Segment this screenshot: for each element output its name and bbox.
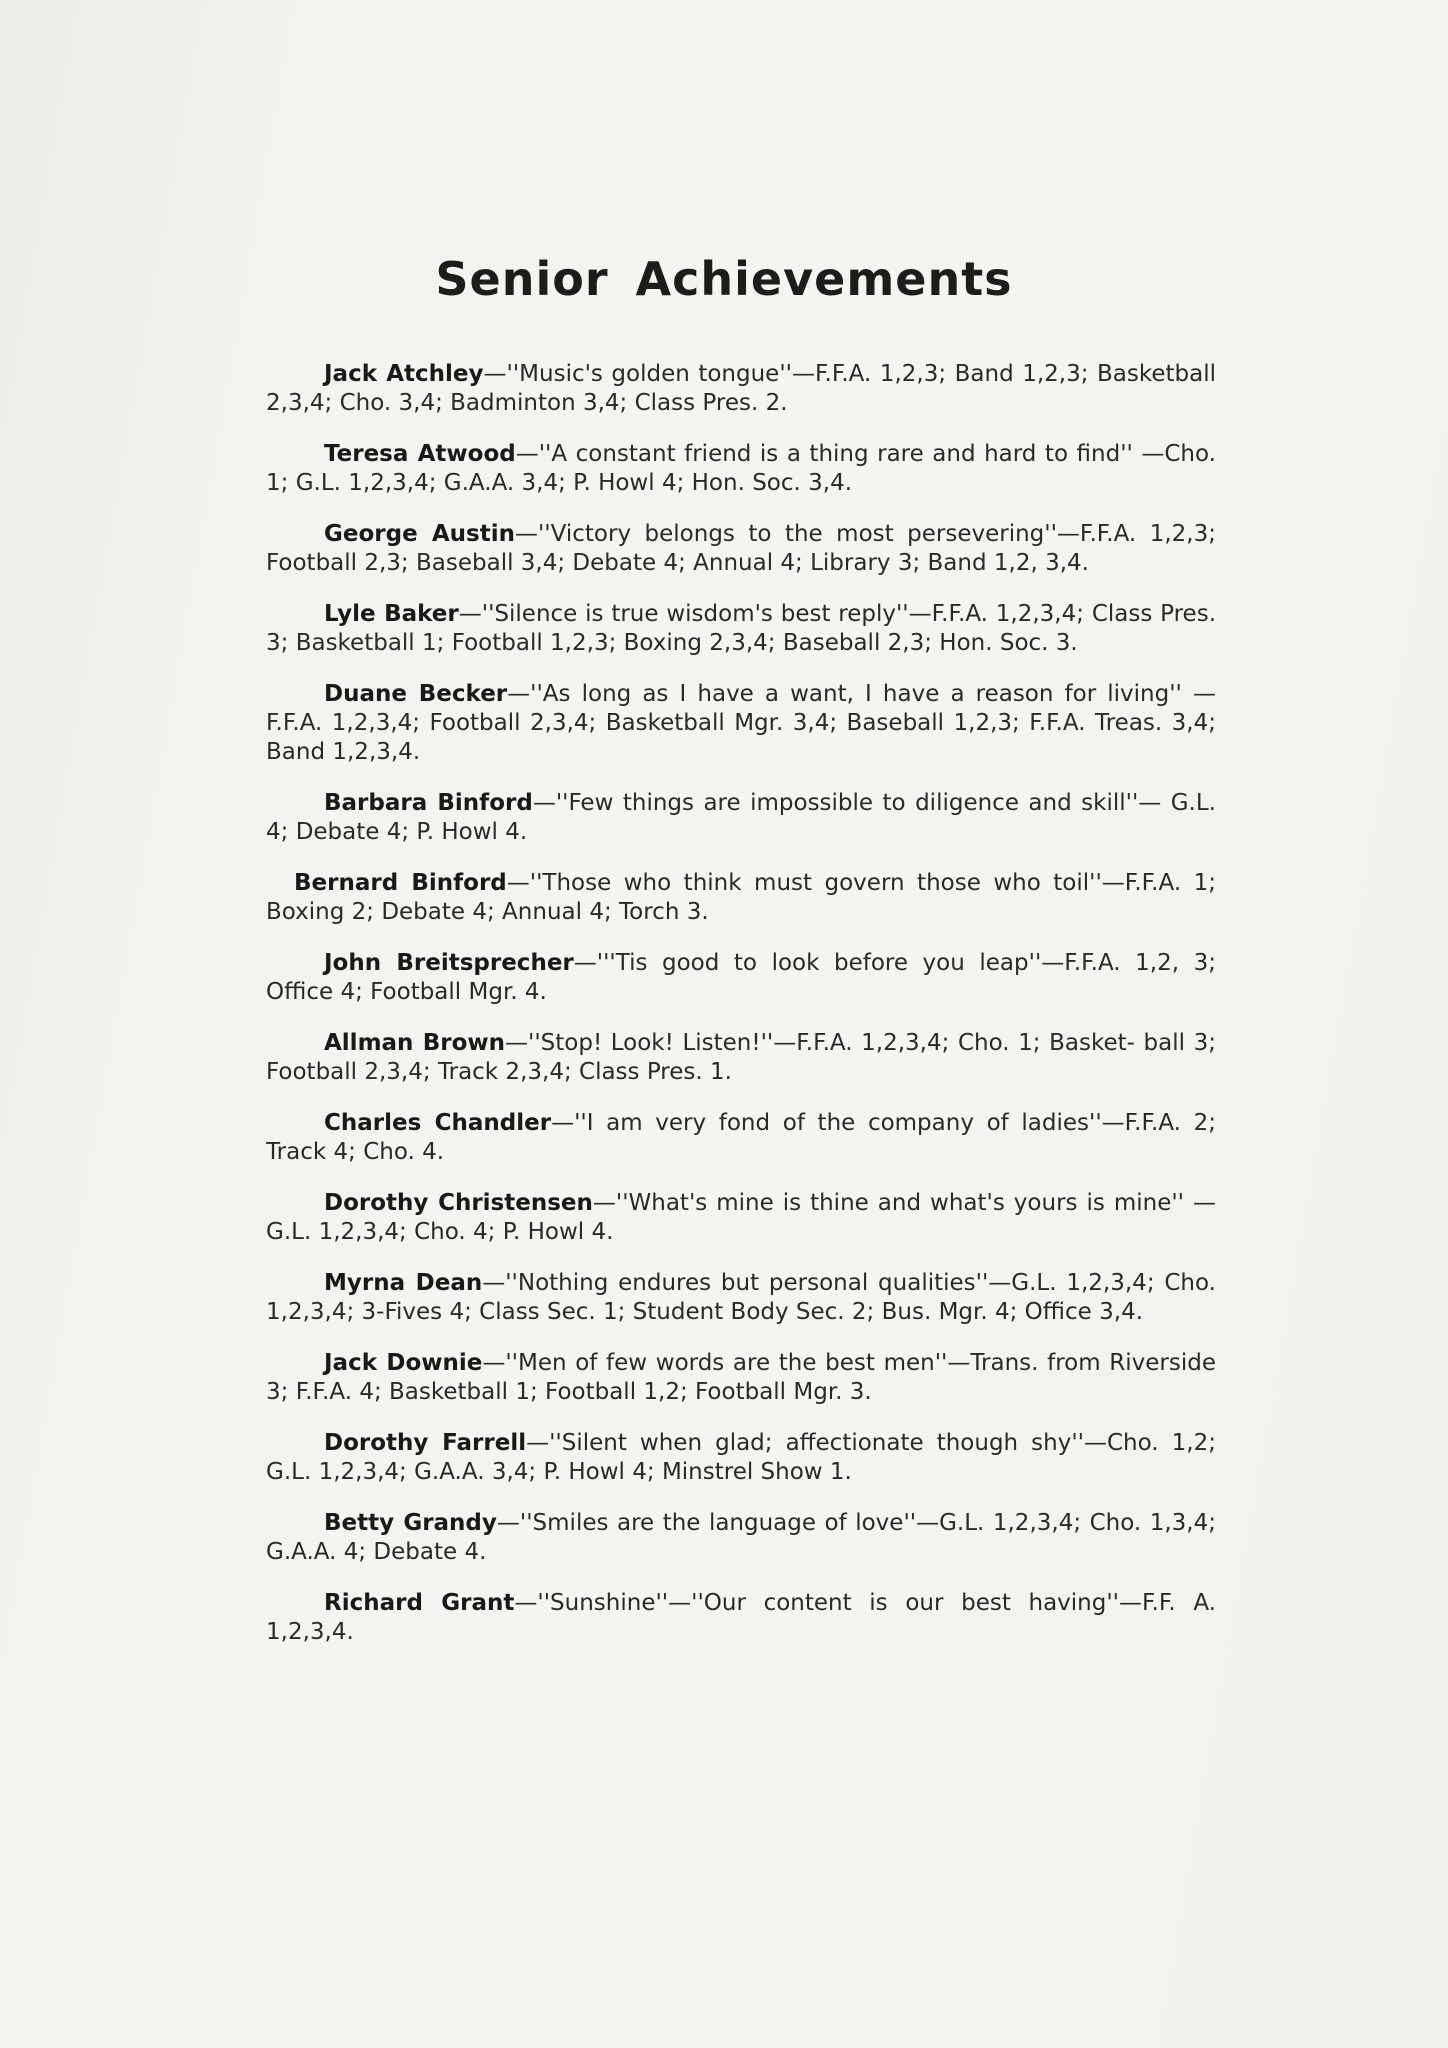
list-item (266, 1029, 1216, 1087)
student-name: John Breitsprecher (324, 950, 574, 976)
student-name: Dorothy Christensen (324, 1190, 593, 1216)
list-item (266, 1109, 1216, 1167)
student-name: Richard Grant (324, 1590, 515, 1616)
list-item (266, 789, 1216, 847)
page-title: Senior Achievements (435, 252, 1013, 306)
list-item (266, 600, 1216, 658)
list-item (266, 1509, 1216, 1567)
student-name: Bernard Binford (294, 870, 507, 896)
student-achievements: —''Silent when glad; affectionate though shy''—Cho. 1,2; G.L. 1,2,3,4; G.A.A. 3,4; P. Howl 4; Minstrel Show 1. (266, 1430, 1217, 1485)
list-item (266, 1429, 1216, 1487)
student-name: Jack Atchley (324, 361, 484, 387)
student-achievements: —''What's mine is thine and what's yours is mine'' —G.L. 1,2,3,4; Cho. 4; P. Howl 4. (266, 1190, 1216, 1245)
student-achievements: —''Sunshine''—''Our content is our best having''—F.F. A. 1,2,3,4. (266, 1590, 1216, 1645)
student-achievements: —''Smiles are the language of love''—G.L. 1,2,3,4; Cho. 1,3,4; G.A.A. 4; Debate 4. (266, 1510, 1216, 1565)
student-achievements: —''I am very fond of the company of ladies''—F.F.A. 2; Track 4; Cho. 4. (266, 1110, 1217, 1165)
student-name: Jack Downie (324, 1350, 483, 1376)
list-item (266, 1269, 1216, 1327)
list-item (266, 1189, 1216, 1247)
list-item (266, 680, 1216, 767)
student-achievements: —''Victory belongs to the most persevering''—F.F.A. 1,2,3; Football 2,3; Baseball 3,4; Debate 4; Annual 4; Library 3; Band 1,2, 3,4. (266, 521, 1216, 576)
student-name: Charles Chandler (324, 1110, 552, 1136)
student-achievements: —''Those who think must govern those who toil''—F.F.A. 1; Boxing 2; Debate 4; Annual 4; Torch 3. (266, 870, 1216, 925)
student-name: Teresa Atwood (324, 441, 516, 467)
list-item (266, 1589, 1216, 1647)
list-item (266, 1349, 1216, 1407)
student-name: Barbara Binford (324, 790, 533, 816)
student-name: Duane Becker (324, 681, 508, 707)
student-name: George Austin (324, 521, 515, 547)
student-achievements: —''Music's golden tongue''—F.F.A. 1,2,3; Band 1,2,3; Basketball 2,3,4; Cho. 3,4; Badminton 3,4; Class Pres. 2. (266, 361, 1216, 416)
student-achievements: —''Stop! Look! Listen!''—F.F.A. 1,2,3,4; Cho. 1; Basket- ball 3; Football 2,3,4; Track 2,3,4; Class Pres. 1. (266, 1030, 1216, 1085)
achievements-list (266, 360, 1216, 1669)
student-achievements: —'''Tis good to look before you leap''—F.F.A. 1,2, 3; Office 4; Football Mgr. 4. (266, 950, 1216, 1005)
list-item (266, 440, 1216, 498)
student-achievements: —''Nothing endures but personal qualities''—G.L. 1,2,3,4; Cho. 1,2,3,4; 3-Fives 4; Class Sec. 1; Student Body Sec. 2; Bus. Mgr. 4; Office 3,4. (266, 1270, 1216, 1325)
student-name: Lyle Baker (324, 601, 459, 627)
list-item (266, 360, 1216, 418)
student-achievements: —''Silence is true wisdom's best reply''—F.F.A. 1,2,3,4; Class Pres. 3; Basketball 1; Football 1,2,3; Boxing 2,3,4; Baseball 2,3; Hon. Soc. 3. (266, 601, 1217, 656)
student-name: Allman Brown (324, 1030, 506, 1056)
student-achievements: —''As long as I have a want, I have a reason for living'' —F.F.A. 1,2,3,4; Football 2,3,4; Basketball Mgr. 3,4; Baseball 1,2,3; F.F.A. Treas. 3,4; Band 1,2,3,4. (266, 681, 1216, 765)
list-item (266, 869, 1216, 927)
list-item (266, 949, 1216, 1007)
student-achievements: —''A constant friend is a thing rare and hard to find'' —Cho. 1; G.L. 1,2,3,4; G.A.A. 3,4; P. Howl 4; Hon. Soc. 3,4. (266, 441, 1216, 496)
list-item (266, 520, 1216, 578)
student-achievements: —''Few things are impossible to diligence and skill''— G.L. 4; Debate 4; P. Howl 4. (266, 790, 1216, 845)
student-name: Betty Grandy (324, 1510, 497, 1536)
student-name: Dorothy Farrell (324, 1430, 527, 1456)
student-achievements: —''Men of few words are the best men''—Trans. from Riverside 3; F.F.A. 4; Basketball 1; Football 1,2; Football Mgr. 3. (266, 1350, 1216, 1405)
student-name: Myrna Dean (324, 1270, 483, 1296)
